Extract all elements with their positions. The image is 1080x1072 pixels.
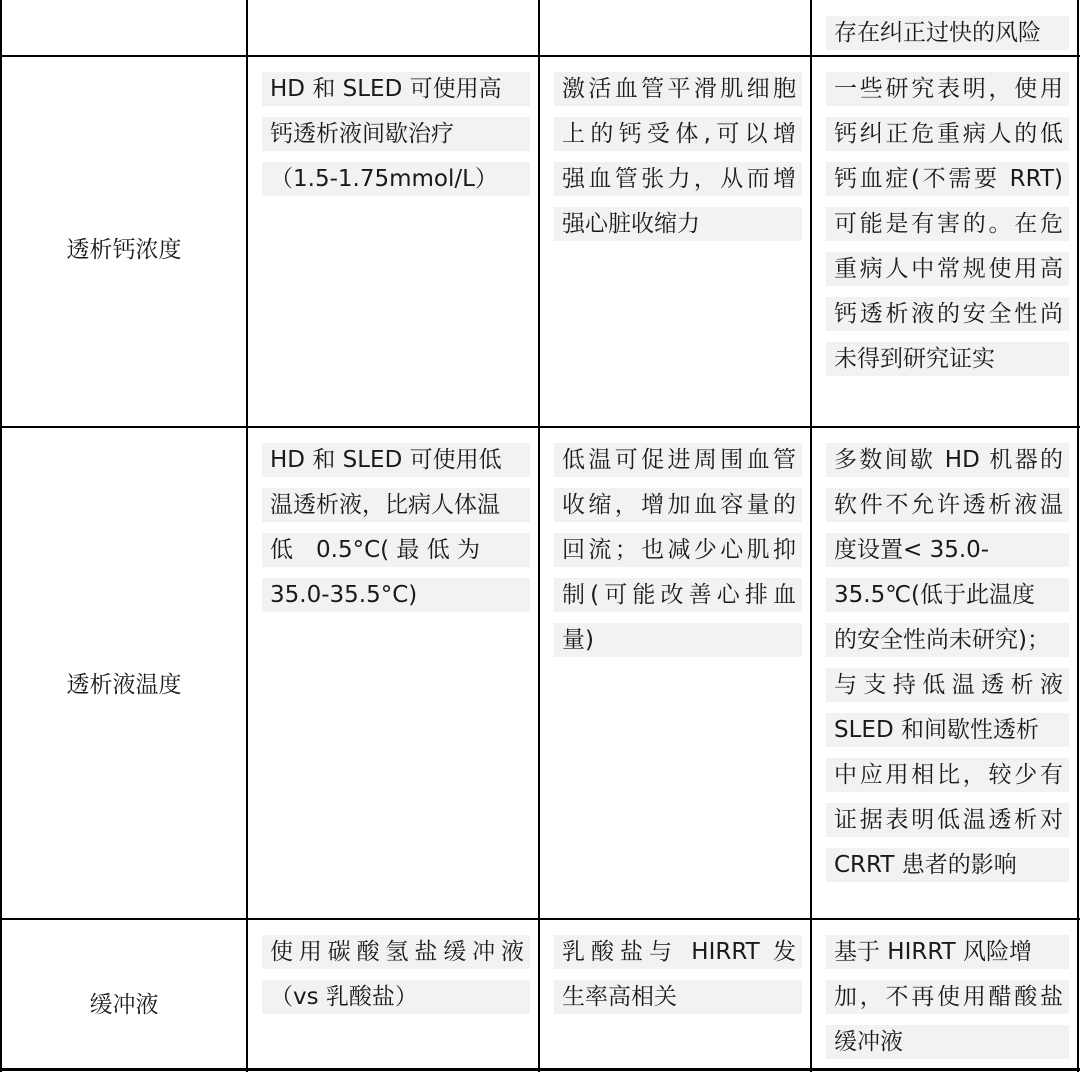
cell-line: 低 0.5°C( 最 低 为 [262,533,530,567]
cell-line: 的安全性尚未研究)； [826,623,1069,657]
cell-line: 35.0-35.5°C) [262,578,530,612]
cell-line: 使用碳酸氢盐缓冲液 [262,935,530,969]
cell-line: 回流；也减少心肌抑 [554,533,802,567]
cell-line: 温透析液，比病人体温 [262,488,530,522]
cell-line: 度设置< 35.0- [826,533,1069,567]
cell-line: 可能是有害的。在危 [826,207,1069,241]
column-border-left [0,0,2,1072]
row-border-bottom [0,1068,1080,1071]
category-temperature: 透析液温度 [66,672,182,698]
cell-line: 软件不允许透析液温 [826,488,1069,522]
cell-line: 与支持低温透析液 [826,668,1069,702]
cell-line: 基于 HIRRT 风险增 [826,935,1069,969]
cell-line: 低温可促进周围血管 [554,443,802,477]
cell-temperature-method [248,428,538,918]
cell-line: 一些研究表明，使用 [826,72,1069,106]
cell-line: 乳酸盐与 HIRRT 发 [554,935,802,969]
cell-line: 生率高相关 [554,980,802,1014]
cell-calcium-remark [812,57,1077,426]
cell-line: HD 和 SLED 可使用低 [262,443,530,477]
cell-buffer-remark [812,920,1077,1068]
cell-line: 钙透析液间歇治疗 [262,117,530,151]
cell-line: 缓冲液 [826,1025,1069,1059]
cell-line: CRRT 患者的影响 [826,848,1069,882]
cell-line: 强心脏收缩力 [554,207,802,241]
cell-calcium-mechanism [540,57,810,426]
cell-line: 量) [554,623,802,657]
cell-buffer-method [248,920,538,1068]
cell-line: 中应用相比，较少有 [826,758,1069,792]
cell-line: 上的钙受体,可以增 [554,117,802,151]
cell-line: 未得到研究证实 [826,342,1069,376]
cell-line: 钙透析液的安全性尚 [826,297,1069,331]
cell-line: 重病人中常规使用高 [826,252,1069,286]
cell-temperature-mechanism [540,428,810,918]
cell-temperature-remark [812,428,1077,918]
column-border-right [1077,0,1079,1072]
category-buffer: 缓冲液 [89,992,159,1018]
cell-line: 钙血症(不需要 RRT) [826,162,1069,196]
cell-line: 多数间歇 HD 机器的 [826,443,1069,477]
cell-line: 收缩，增加血容量的 [554,488,802,522]
cell-line: 证据表明低温透析对 [826,803,1069,837]
cell-line: （1.5-1.75mmol/L） [262,162,530,196]
cell-line: HD 和 SLED 可使用高 [262,72,530,106]
cell-line: 35.5℃(低于此温度 [826,578,1069,612]
cell-buffer-mechanism [540,920,810,1068]
cell-line: 存在纠正过快的风险 [826,16,1069,50]
cell-line: 钙纠正危重病人的低 [826,117,1069,151]
cell-top-remark [812,8,1077,55]
cell-line: SLED 和间歇性透析 [826,713,1069,747]
category-calcium: 透析钙浓度 [66,237,182,263]
cell-line: 激活血管平滑肌细胞 [554,72,802,106]
cell-line: 强血管张力，从而增 [554,162,802,196]
cell-line: 制(可能改善心排血 [554,578,802,612]
cell-line: （vs 乳酸盐） [262,980,530,1014]
cell-calcium-method [248,57,538,426]
cell-line: 加，不再使用醋酸盐 [826,980,1069,1014]
